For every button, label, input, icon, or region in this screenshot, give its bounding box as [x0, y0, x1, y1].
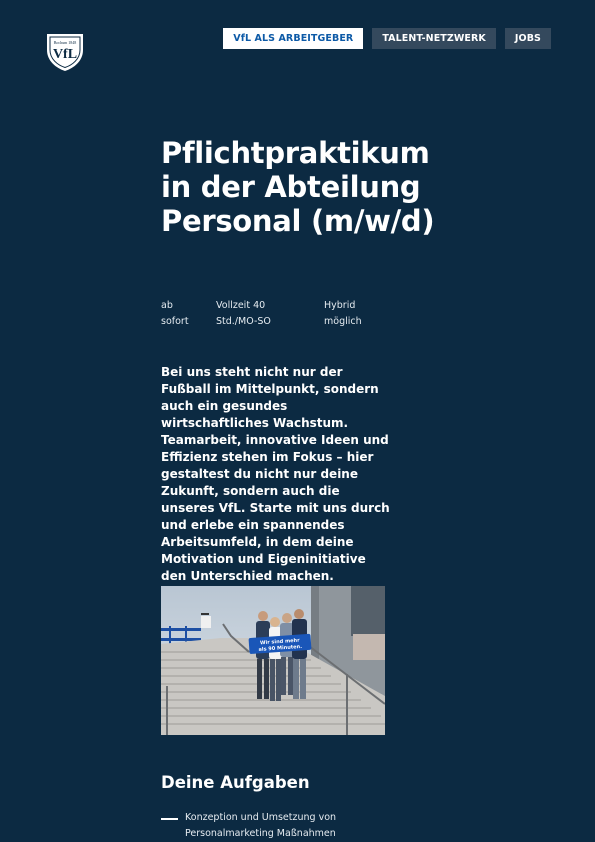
meta-hours-line2: Std./MO-SO: [216, 316, 271, 327]
top-navigation: [223, 28, 551, 49]
meta-start-line2: sofort: [161, 316, 189, 327]
meta-hybrid-line1: Hybrid: [324, 300, 356, 311]
meta-hybrid-line2: möglich: [324, 316, 362, 327]
meta-hours-line1: Vollzeit 40: [216, 300, 266, 311]
vfl-logo[interactable]: [44, 28, 86, 72]
nav-jobs-button[interactable]: JOBS: [505, 28, 551, 49]
nav-talent-netzwerk-button[interactable]: TALENT-NETZWERK: [372, 28, 496, 49]
banner-line1: Wir sind mehr: [259, 637, 300, 647]
banner-line2: als 90 Minuten.: [258, 643, 303, 653]
dash-bullet-icon: [161, 818, 178, 820]
job-title: Pflichtpraktikum in der Abteilung Personal (m/w/d): [161, 136, 435, 238]
task-text: Konzeption und Umsetzung von Personalmarketing Maßnahmen: [185, 812, 337, 839]
logo-letters: VfL: [52, 47, 78, 62]
meta-hours: [216, 298, 271, 330]
logo-ring-text: Bochum 1848: [53, 40, 77, 45]
team-photo: [161, 586, 385, 735]
intro-paragraph: Bei uns steht nicht nur der Fußball im Mittelpunkt, sondern auch ein gesundes wirtschaftliches Wachstum. Teamarbeit, innovative Ideen und Effizienz stehen im Fokus – hier gestaltest du nicht nur deine Zukunft, sondern auch die unseres VfL. Starte mit uns durch und erlebe ein spannendes Arbeitsumfeld, in dem deine Motivation und Eigeninitiative den Unterschied machen.: [161, 365, 390, 583]
meta-hybrid: [324, 298, 362, 330]
nav-vfl-als-arbeitgeber-button[interactable]: VfL ALS ARBEITGEBER: [223, 28, 363, 49]
meta-start-line1: ab: [161, 300, 173, 311]
meta-start: [161, 298, 189, 330]
tasks-heading: Deine Aufgaben: [161, 773, 310, 792]
